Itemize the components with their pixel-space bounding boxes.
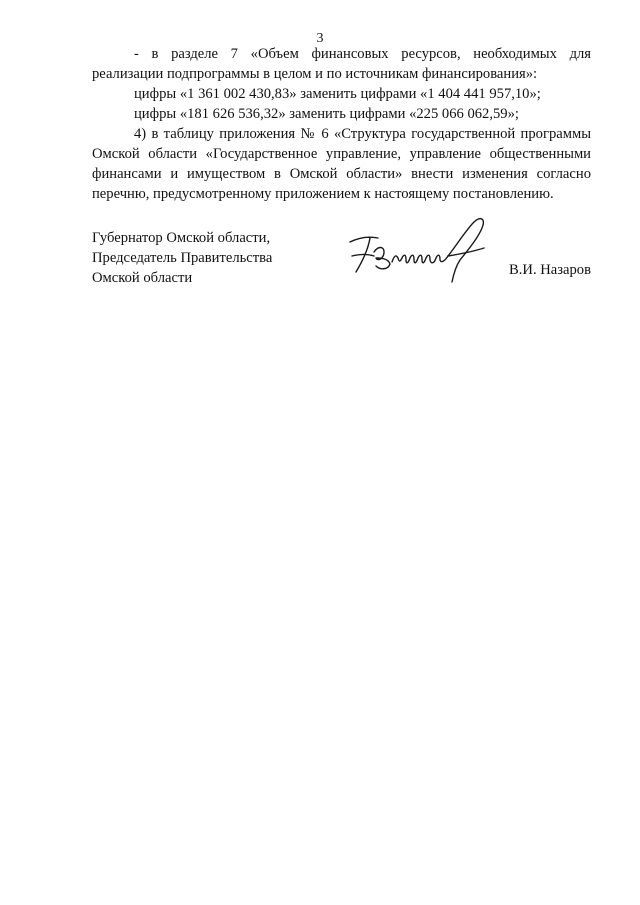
signer-title [92, 228, 312, 288]
paragraph-replace-regional: цифры «181 626 536,32» заменить цифрами «225 066 062,59»; [134, 106, 519, 122]
paragraph-appendix-6: 4) в таблицу приложения № 6 «Структура государственной программы Омской области «Государственное управление, управление общественными финансами и имуществом в Омской области» внести изменения согласно перечню, предусмотренному приложением к настоящему постановлению. [92, 126, 591, 202]
signer-name: В.И. Назаров [509, 262, 591, 278]
signature-block [92, 228, 591, 288]
paragraph-section-7: - в разделе 7 «Объем финансовых ресурсов, необходимых для реализации подпрограммы в целом и по источникам финансирования»: [92, 46, 591, 82]
signer-title-line: Председатель Правительства [92, 250, 273, 266]
page-number: 3 [316, 31, 324, 46]
paragraph-replace-total: цифры «1 361 002 430,83» заменить цифрами «1 404 441 957,10»; [134, 86, 541, 102]
signer-title-line: Губернатор Омской области, [92, 230, 271, 246]
handwritten-signature [344, 212, 504, 292]
signer-title-line: Омской области [92, 270, 193, 286]
document-body [92, 44, 591, 204]
